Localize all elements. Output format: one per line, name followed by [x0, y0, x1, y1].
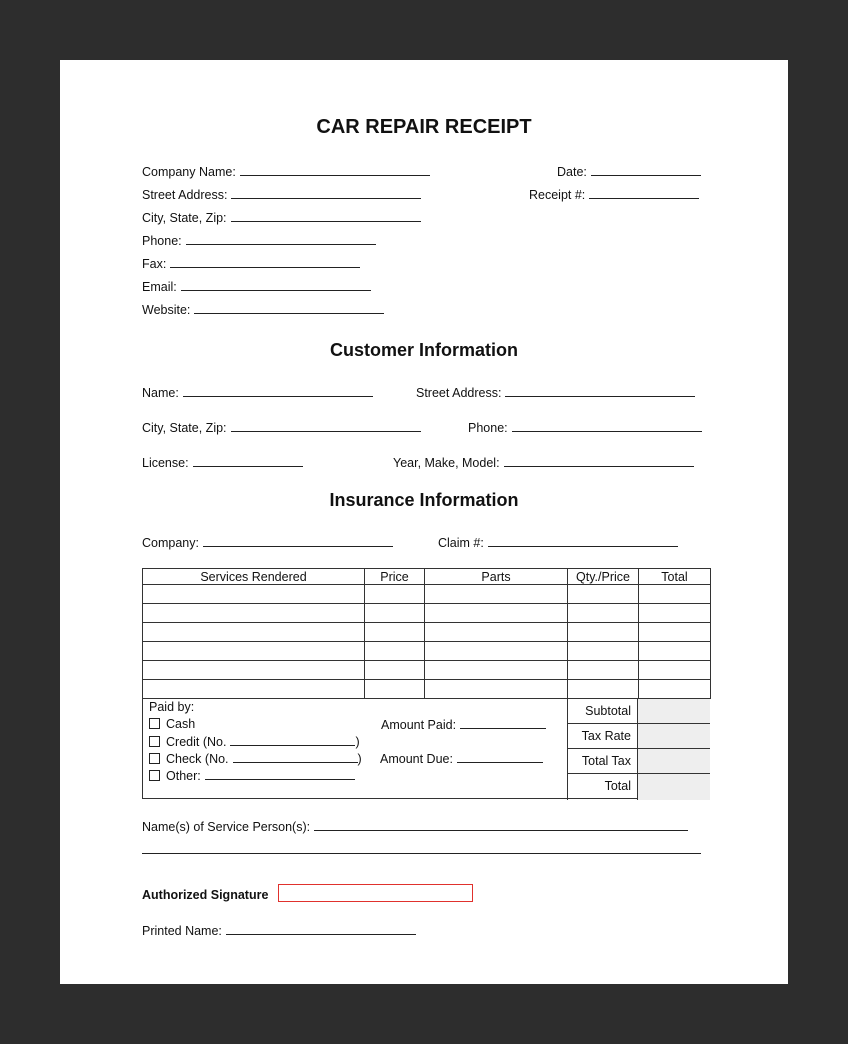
header-price: Price: [365, 569, 425, 585]
header-total: Total: [639, 569, 711, 585]
company-email-field[interactable]: Email:: [142, 279, 371, 295]
insurance-heading: Insurance Information: [329, 490, 519, 510]
tax-rate-value[interactable]: [638, 724, 710, 748]
other-option[interactable]: Other:: [149, 768, 355, 784]
table-row[interactable]: [143, 623, 711, 642]
company-city-field[interactable]: City, State, Zip:: [142, 210, 421, 226]
printed-name-field[interactable]: Printed Name:: [142, 923, 416, 939]
date-field[interactable]: Date:: [557, 164, 701, 180]
tax-rate-row: Tax Rate: [567, 723, 710, 748]
paid-by-label: Paid by:: [149, 700, 195, 714]
header-qty-price: Qty./Price: [568, 569, 639, 585]
check-option[interactable]: Check (No. ): [149, 751, 362, 767]
license-field[interactable]: License:: [142, 455, 303, 471]
cash-option[interactable]: Cash: [149, 717, 195, 732]
table-row[interactable]: [143, 585, 711, 604]
total-tax-value[interactable]: [638, 749, 710, 773]
header-parts: Parts: [425, 569, 568, 585]
company-phone-field[interactable]: Phone:: [142, 233, 376, 249]
other-checkbox[interactable]: [149, 770, 160, 781]
check-checkbox[interactable]: [149, 753, 160, 764]
services-table: [142, 568, 711, 699]
customer-city-field[interactable]: City, State, Zip:: [142, 420, 421, 436]
total-row: Total: [567, 773, 710, 800]
company-website-field[interactable]: Website:: [142, 302, 384, 318]
vehicle-field[interactable]: Year, Make, Model:: [393, 455, 694, 471]
header-services: Services Rendered: [143, 569, 365, 585]
credit-checkbox[interactable]: [149, 736, 160, 747]
amount-paid-field[interactable]: Amount Paid:: [381, 717, 546, 733]
credit-option[interactable]: Credit (No. ): [149, 734, 360, 750]
company-fax-field[interactable]: Fax:: [142, 256, 360, 272]
service-persons-field[interactable]: Name(s) of Service Person(s):: [142, 819, 688, 835]
table-header-row: [143, 569, 711, 585]
table-row[interactable]: [143, 642, 711, 661]
customer-street-field[interactable]: Street Address:: [416, 385, 695, 401]
receipt-page: [60, 60, 788, 984]
table-row[interactable]: [143, 661, 711, 680]
subtotal-value[interactable]: [638, 699, 710, 723]
authorized-signature-label: Authorized Signature: [142, 888, 269, 902]
page-title: CAR REPAIR RECEIPT: [316, 116, 532, 138]
company-name-field[interactable]: Company Name:: [142, 164, 430, 180]
claim-number-field[interactable]: Claim #:: [438, 535, 678, 551]
insurance-company-field[interactable]: Company:: [142, 535, 393, 551]
table-row[interactable]: [143, 604, 711, 623]
signature-input-box[interactable]: [278, 884, 473, 902]
payment-section: [142, 699, 709, 799]
receipt-number-field[interactable]: Receipt #:: [529, 187, 699, 203]
amount-due-field[interactable]: Amount Due:: [380, 751, 543, 767]
service-persons-line-2[interactable]: [142, 853, 701, 854]
totals-block: [567, 699, 710, 800]
customer-heading: Customer Information: [329, 340, 518, 360]
company-street-field[interactable]: Street Address:: [142, 187, 421, 203]
total-tax-row: Total Tax: [567, 748, 710, 773]
table-row[interactable]: [143, 680, 711, 699]
customer-phone-field[interactable]: Phone:: [468, 420, 702, 436]
total-value[interactable]: [638, 774, 710, 800]
cash-checkbox[interactable]: [149, 718, 160, 729]
customer-name-field[interactable]: Name:: [142, 385, 373, 401]
subtotal-row: Subtotal: [567, 699, 710, 723]
